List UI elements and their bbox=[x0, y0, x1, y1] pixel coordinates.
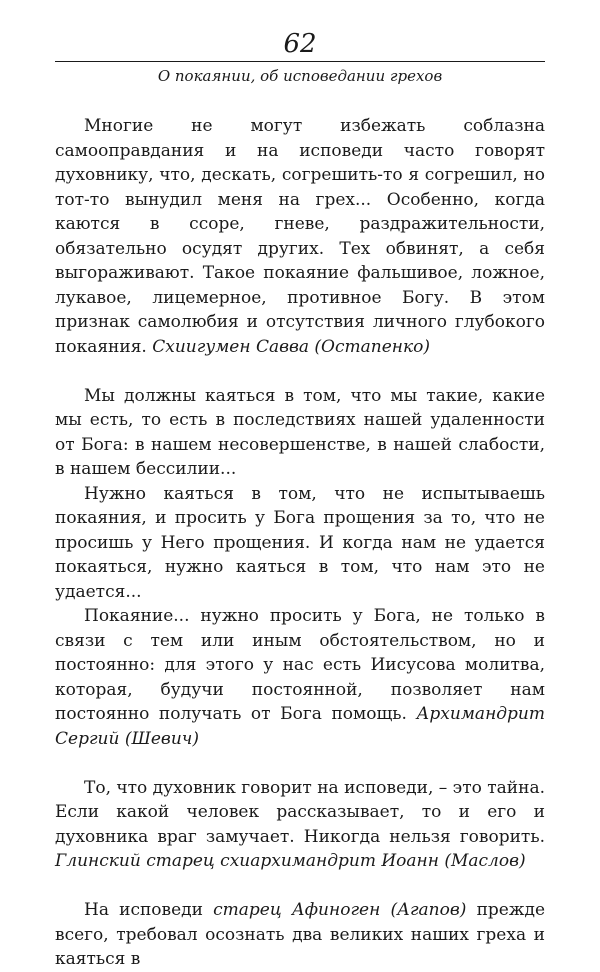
paragraph-5-author: Глинский старец схиархимандрит Иоанн (Маслов) bbox=[55, 851, 526, 871]
paragraph-6-text-after: прежде всего, требовал осознать два великих наших греха и каяться в bbox=[55, 900, 546, 969]
paragraph-6-author: старец Афиноген (Агапов) bbox=[213, 900, 467, 920]
page-number: 62 bbox=[283, 29, 317, 59]
paragraph-4-text: Покаяние... нужно просить у Бога, не только в связи с тем или иным обстоятельством, но и постоянно: для этого у нас есть Иисусова молитва, которая, будучи постоянной, позволяет нам постоянно получать от Бога помощь. bbox=[55, 606, 545, 724]
paragraph-3 bbox=[55, 482, 545, 605]
paragraph-2-text: Мы должны каяться в том, что мы такие, какие мы есть, то есть в последствиях нашей удаленности от Бога: в нашем несовершенстве, в нашей слабости, в нашем бессилии... bbox=[55, 385, 545, 479]
running-title: О покаянии, об исповедании грехов bbox=[157, 67, 443, 85]
paragraph-6-text-before: На исповеди bbox=[84, 900, 214, 920]
paragraph-3-text: Нужно каяться в том, что не испытываешь покаяния, и просить у Бога прощения за то, что не просишь у Него прощения. И когда нам не удается покаяться, нужно каяться в том, что нам это не удается... bbox=[55, 483, 545, 602]
paragraph-4 bbox=[55, 604, 545, 751]
paragraph-6 bbox=[55, 898, 545, 972]
paragraph-1-text: Многие не могут избежать соблазна самооправдания и на исповеди часто говорят духовнику, что, дескать, согрешить-то я согрешил, но тот-то вынудил меня на грех... Особенно, когда каются в ссоре, гневе, раздражительности, обязательно осудят других. Тех обвинят, а себя выгораживают. Такое покаяние фальшивое, ложное, лукавое, лицемерное, противное Богу. В этом признак самолюбия и отсутствия личного глубокого покаяния. bbox=[55, 116, 545, 357]
paragraph-5 bbox=[55, 776, 545, 874]
header-rule bbox=[55, 61, 545, 62]
page-body bbox=[55, 114, 545, 972]
book-page bbox=[55, 28, 545, 972]
paragraph-4-author: Архимандрит Сергий (Шевич) bbox=[55, 704, 545, 749]
paragraph-5-text: То, что духовник говорит на исповеди, – это тайна. Если какой человек рассказывает, то и его и духовника враг замучает. Никогда нельзя говорить. bbox=[55, 777, 545, 847]
paragraph-1 bbox=[55, 114, 545, 359]
paragraph-2 bbox=[55, 384, 545, 482]
paragraph-1-author: Схиигумен Савва (Остапенко) bbox=[152, 336, 430, 357]
